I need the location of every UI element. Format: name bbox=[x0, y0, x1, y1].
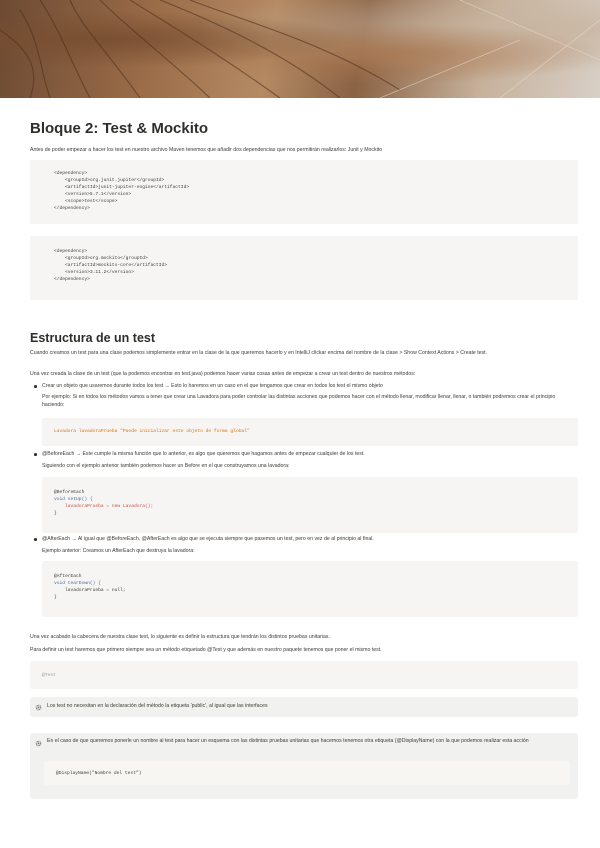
paragraph-1: Cuando creamos un test para una clase podemos simplemente entrar en la clase de la que queremos hacerlo y en IntelliJ clickar encima del nombre de la clase > Show Context Actions > Create test. bbox=[30, 350, 488, 356]
code-line: @DisplayName("Nombre del test") bbox=[56, 771, 142, 776]
section-title: Estructura de un test bbox=[30, 331, 156, 345]
bullet-1 bbox=[32, 383, 582, 391]
page-content bbox=[30, 120, 578, 138]
code-line: <dependency> bbox=[54, 249, 88, 254]
bullet-1-text: Crear un objeto que usaremos durante todos los test → Esto lo haremos en un caso en el que tengamos que crear en todos los test el mismo objeto bbox=[42, 383, 383, 389]
paragraph-4: Para definir un test haremos que primero siempre sea un método etiquetado @Test y que además en nuestro paquete tenemos que poner el mismo test. bbox=[30, 647, 382, 653]
code-block-displayname[interactable] bbox=[44, 761, 570, 785]
code-line: </dependency> bbox=[54, 206, 90, 211]
bullet-3 bbox=[32, 536, 582, 544]
bullet-2 bbox=[32, 451, 582, 459]
code-block-aftereach[interactable] bbox=[42, 561, 578, 617]
code-line: <dependency> bbox=[54, 171, 88, 176]
page-title: Bloque 2: Test & Mockito bbox=[30, 120, 209, 137]
callout-text bbox=[47, 738, 567, 746]
code-block-beforeeach[interactable] bbox=[42, 477, 578, 533]
callout-2-text: En el caso de que queremos ponerle un nombre al test para hacer un esquema con las distintas pruebas unitarias que hacemos tenemos otra etiqueta (@DisplayName) con la que podemos realizar esta acción bbox=[47, 738, 529, 744]
code-line: <artifactId>junit-jupiter-engine</artifactId> bbox=[54, 185, 190, 190]
code-line: @AfterEach bbox=[54, 574, 82, 579]
code-line: <scope>test</scope> bbox=[54, 199, 118, 204]
code-block-junit[interactable] bbox=[30, 160, 578, 224]
code-line: @BeforeEach bbox=[54, 490, 85, 495]
code-line: } bbox=[54, 595, 57, 600]
cover-image bbox=[0, 0, 600, 98]
code-line: void tearDown() { bbox=[54, 581, 101, 586]
code-line: <artifactId>mockito-core</artifactId> bbox=[54, 263, 168, 268]
code-line: </dependency> bbox=[54, 277, 90, 282]
bullet-3-sub: Ejemplo anterior: Creamos un AfterEach que destruya la lavadora: bbox=[42, 548, 195, 554]
code-line: void setUp() { bbox=[54, 497, 93, 502]
code-line: <groupId>org.junit.jupiter</groupId> bbox=[54, 178, 165, 183]
code-line: lavadoraPrueba = new Lavadora(); bbox=[54, 504, 154, 509]
code-block-object[interactable] bbox=[42, 418, 578, 446]
code-line: <version>5.7.1</version> bbox=[54, 192, 132, 197]
gear-icon bbox=[35, 740, 42, 747]
bullet-3-text: @AfterEach → Al igual que @BeforeEach, @AfterEach es algo que se ejecuta siempre que pasemos un test, pero en vez de al principio al final. bbox=[42, 536, 374, 542]
bullet-dot bbox=[34, 453, 37, 456]
callout-note-displayname bbox=[30, 733, 578, 799]
code-line: Lavadora lavadoraPrueba "Puede inicializar este objeto de forma global" bbox=[54, 429, 250, 434]
code-block-test[interactable] bbox=[30, 661, 578, 689]
code-line: @Test bbox=[42, 673, 56, 678]
gear-icon bbox=[35, 704, 42, 711]
bullet-1-sub: Por ejemplo: Si en todos los métodos vamos a tener que crear una Lavadora para poder controlar las distintas acciones que podemos hacer con el método llenar, modificar llenar, llenar, o también podremos crear el principio haciendo: bbox=[42, 394, 556, 408]
paragraph-3: Una vez acabado la cabecera de nuestra clase test, lo siguiente es definir la estructura que tendrán los distintos pruebas unitarias. bbox=[30, 634, 330, 640]
callout-note-public bbox=[30, 697, 578, 717]
code-line: } bbox=[54, 511, 57, 516]
bullet-dot bbox=[34, 385, 37, 388]
code-block-mockito[interactable] bbox=[30, 236, 578, 300]
code-line: lavadoraPrueba = null; bbox=[54, 588, 126, 593]
paragraph-2: Una vez creada la clase de un test (que la podemos encontrar en test.java) podemos hacer varias cosas antes de empezar a crear un test dentro de nuestros métodos: bbox=[30, 371, 416, 377]
intro-text: Antes de poder empezar a hacer los test en nuestro archivo Maven tenemos que añadir dos dependencias que nos permitirán realizarlos: Junit y Mockito bbox=[30, 147, 383, 153]
callout-text: Los test no necesitan en la declaración del método la etiqueta 'public', al igual que las interfaces bbox=[47, 703, 268, 709]
code-line: <groupId>org.mockito</groupId> bbox=[54, 256, 148, 261]
bullet-2-sub: Siguiendo con el ejemplo anterior también podemos hacer un Before en el que construyamos una lavadora: bbox=[42, 463, 290, 469]
code-line: <version>3.11.2</version> bbox=[54, 270, 134, 275]
bullet-2-text: @BeforeEach → Este cumple la misma función que lo anterior, es algo que queremos que hagamos antes de empezar cualquier de los test. bbox=[42, 451, 365, 457]
bullet-dot bbox=[34, 538, 37, 541]
